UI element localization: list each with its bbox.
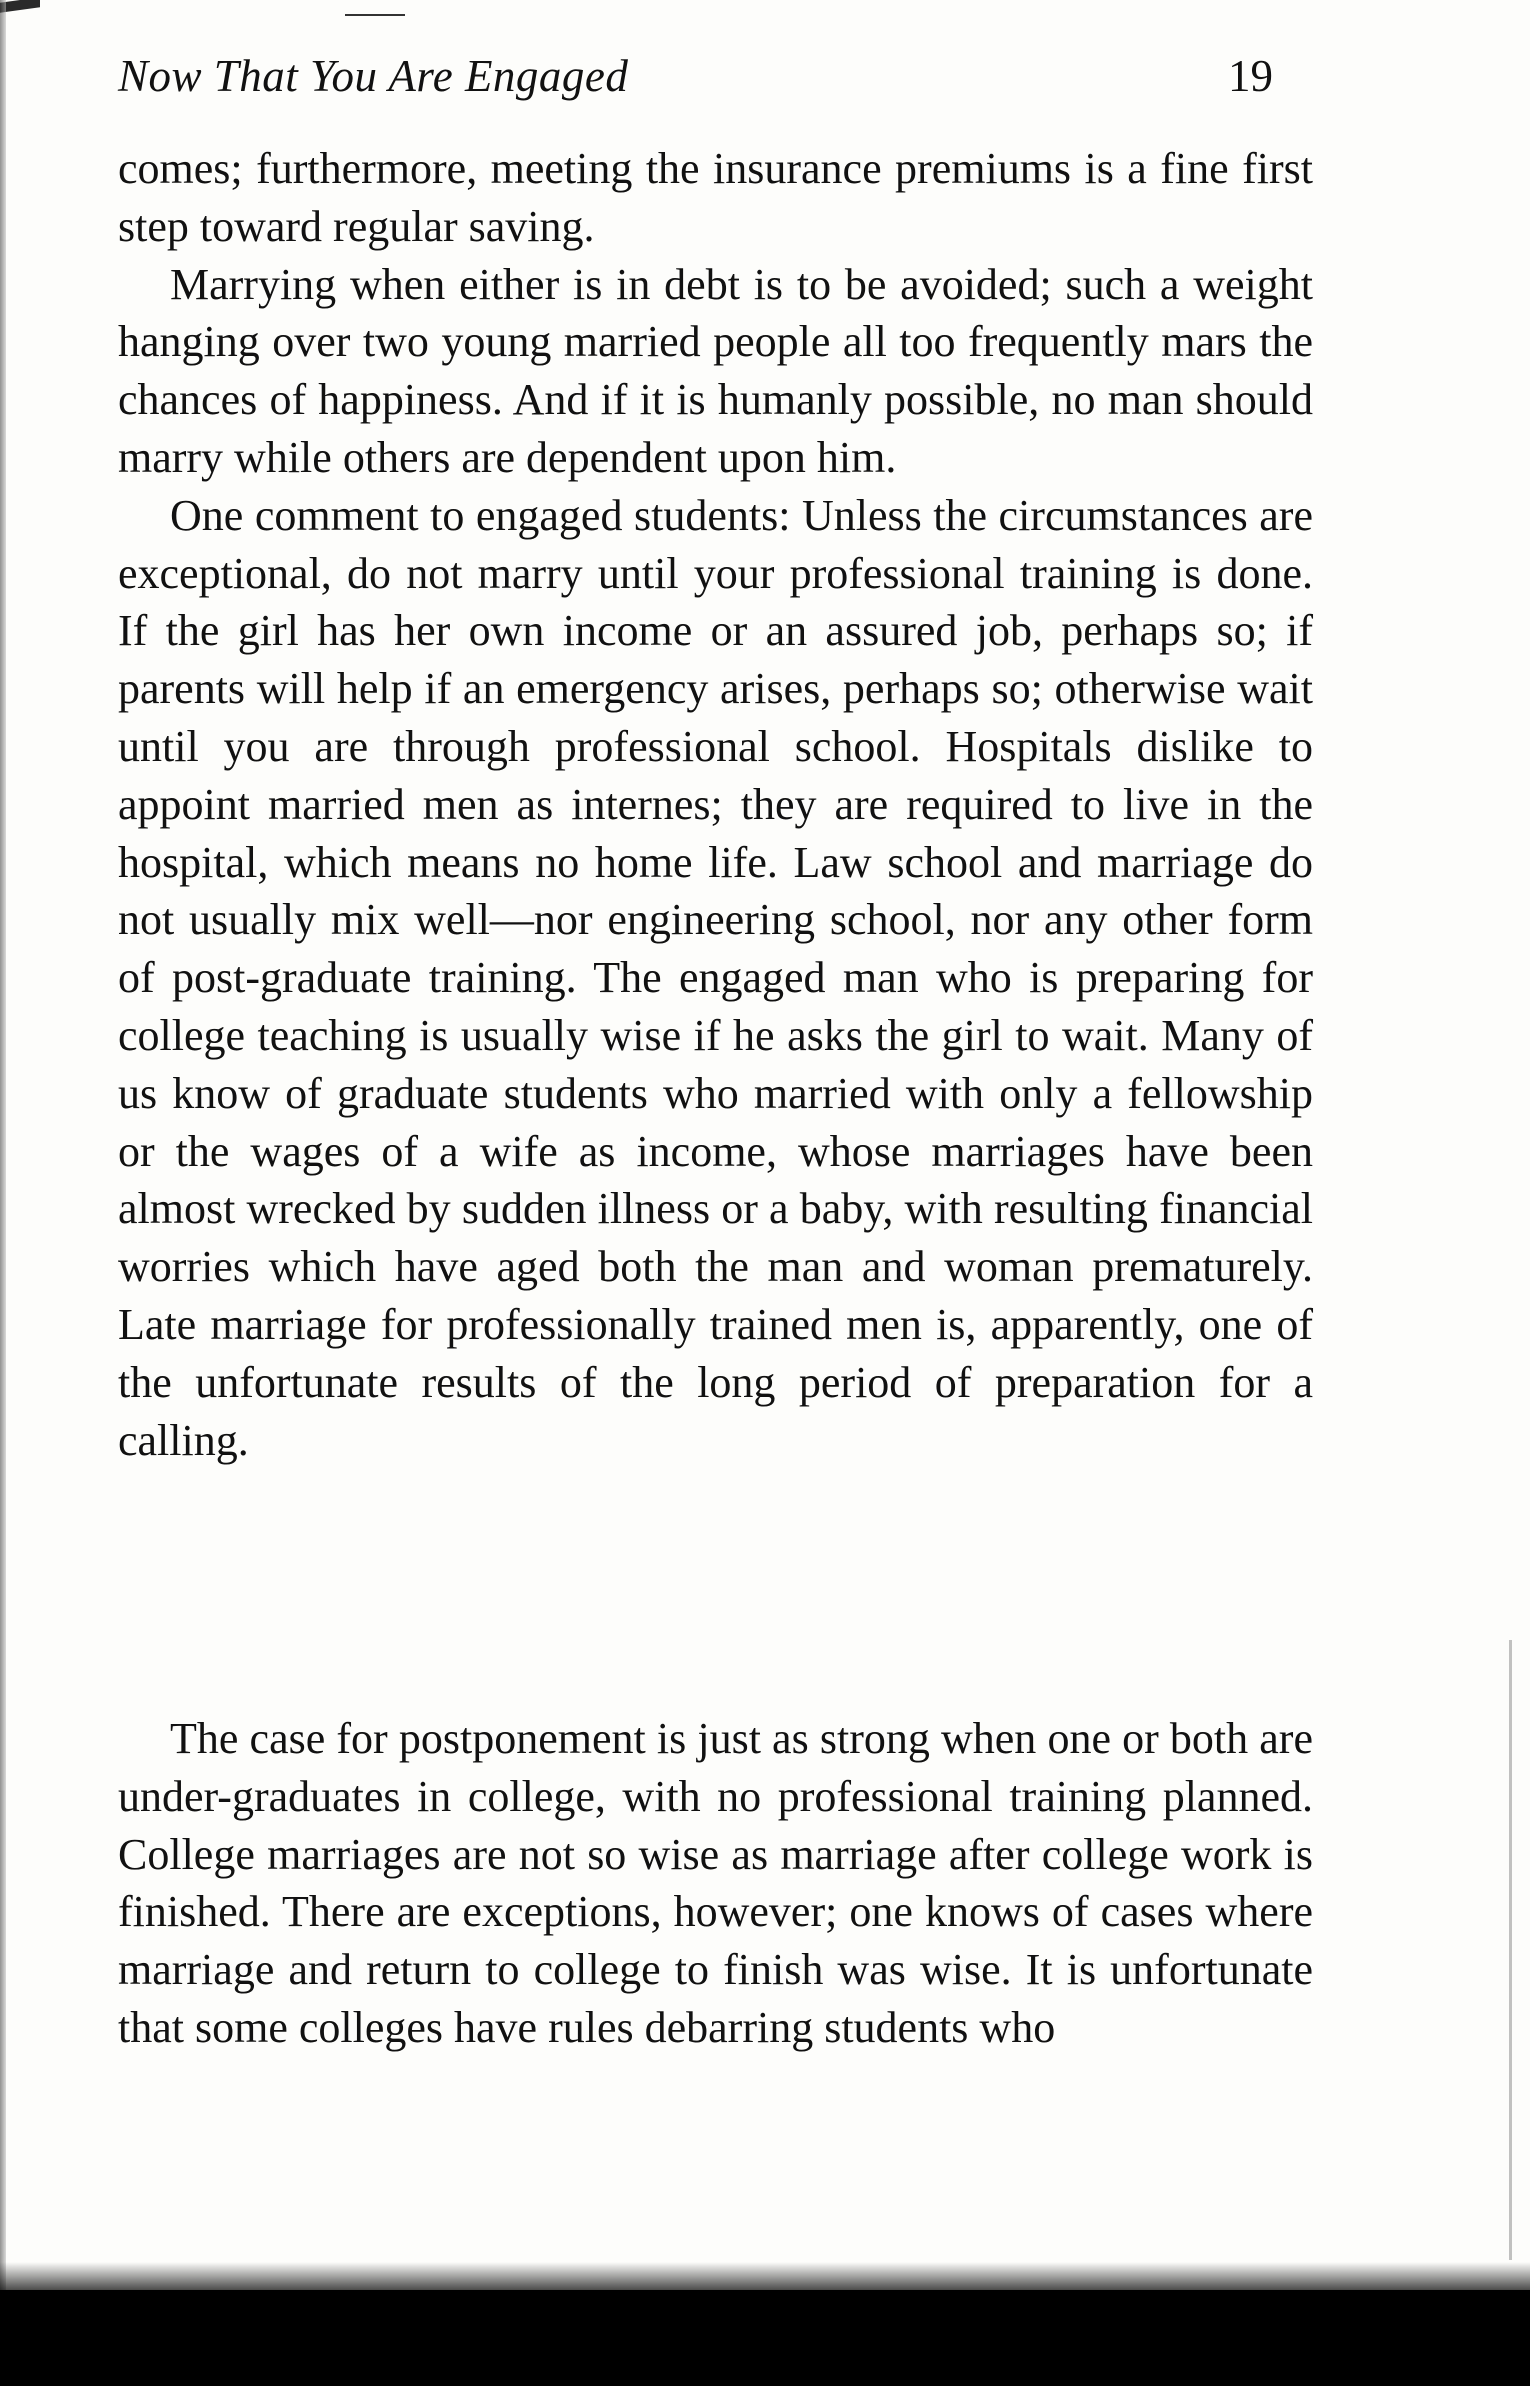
scan-corner-mark xyxy=(0,0,40,13)
body-text-lower xyxy=(118,1710,1313,2057)
running-title: Now That You Are Engaged xyxy=(118,51,629,101)
page-right-edge-shadow xyxy=(1509,1640,1512,2260)
paragraph: Marrying when either is in debt is to be avoided; such a weight hanging over two young married people all too frequently mars the chances of happiness. And if it is humanly possible, no man should marry while others are dependent upon him. xyxy=(118,259,1313,482)
paragraph-continued: comes; furthermore, meeting the insurance premiums is a fine first step toward regular saving. xyxy=(118,144,1313,251)
scan-top-mark xyxy=(345,14,405,16)
running-head xyxy=(118,50,1313,110)
page-number: 19 xyxy=(1228,51,1273,101)
paragraph: One comment to engaged students: Unless the circumstances are exceptional, do not marry until your professional training is done. If the girl has her own income or an assured job, perhaps so; if parents will help if an emergency arises, perhaps so; otherwise wait until you are through professional school. Hospitals dislike to appoint married men as internes; they are required to live in the hospital, which means no home life. Law school and marriage do not usually mix well—nor engineering school, nor any other form of post-graduate training. The engaged man who is preparing for college teaching is usually wise if he asks the girl to wait. Many of us know of graduate students who married with only a fellowship or the wages of a wife as income, whose marriages have been almost wrecked by sudden illness or a baby, with resulting financial worries which have aged both the man and woman prematurely. Late marriage for professionally trained men is, apparently, one of the unfortunate results of the long period of preparation for a calling. xyxy=(118,490,1313,1465)
body-text-upper xyxy=(118,140,1313,1469)
paragraph: The case for postponement is just as strong when one or both are under-graduates in college, with no professional training planned. College marriages are not so wise as marriage after college work is finished. There are exceptions, however; one knows of cases where marriage and return to college to finish was wise. It is unfortunate that some colleges have rules debarring students who xyxy=(118,1714,1313,2052)
page-left-edge-shadow xyxy=(0,0,6,2290)
scan-bottom-border xyxy=(0,2290,1530,2386)
